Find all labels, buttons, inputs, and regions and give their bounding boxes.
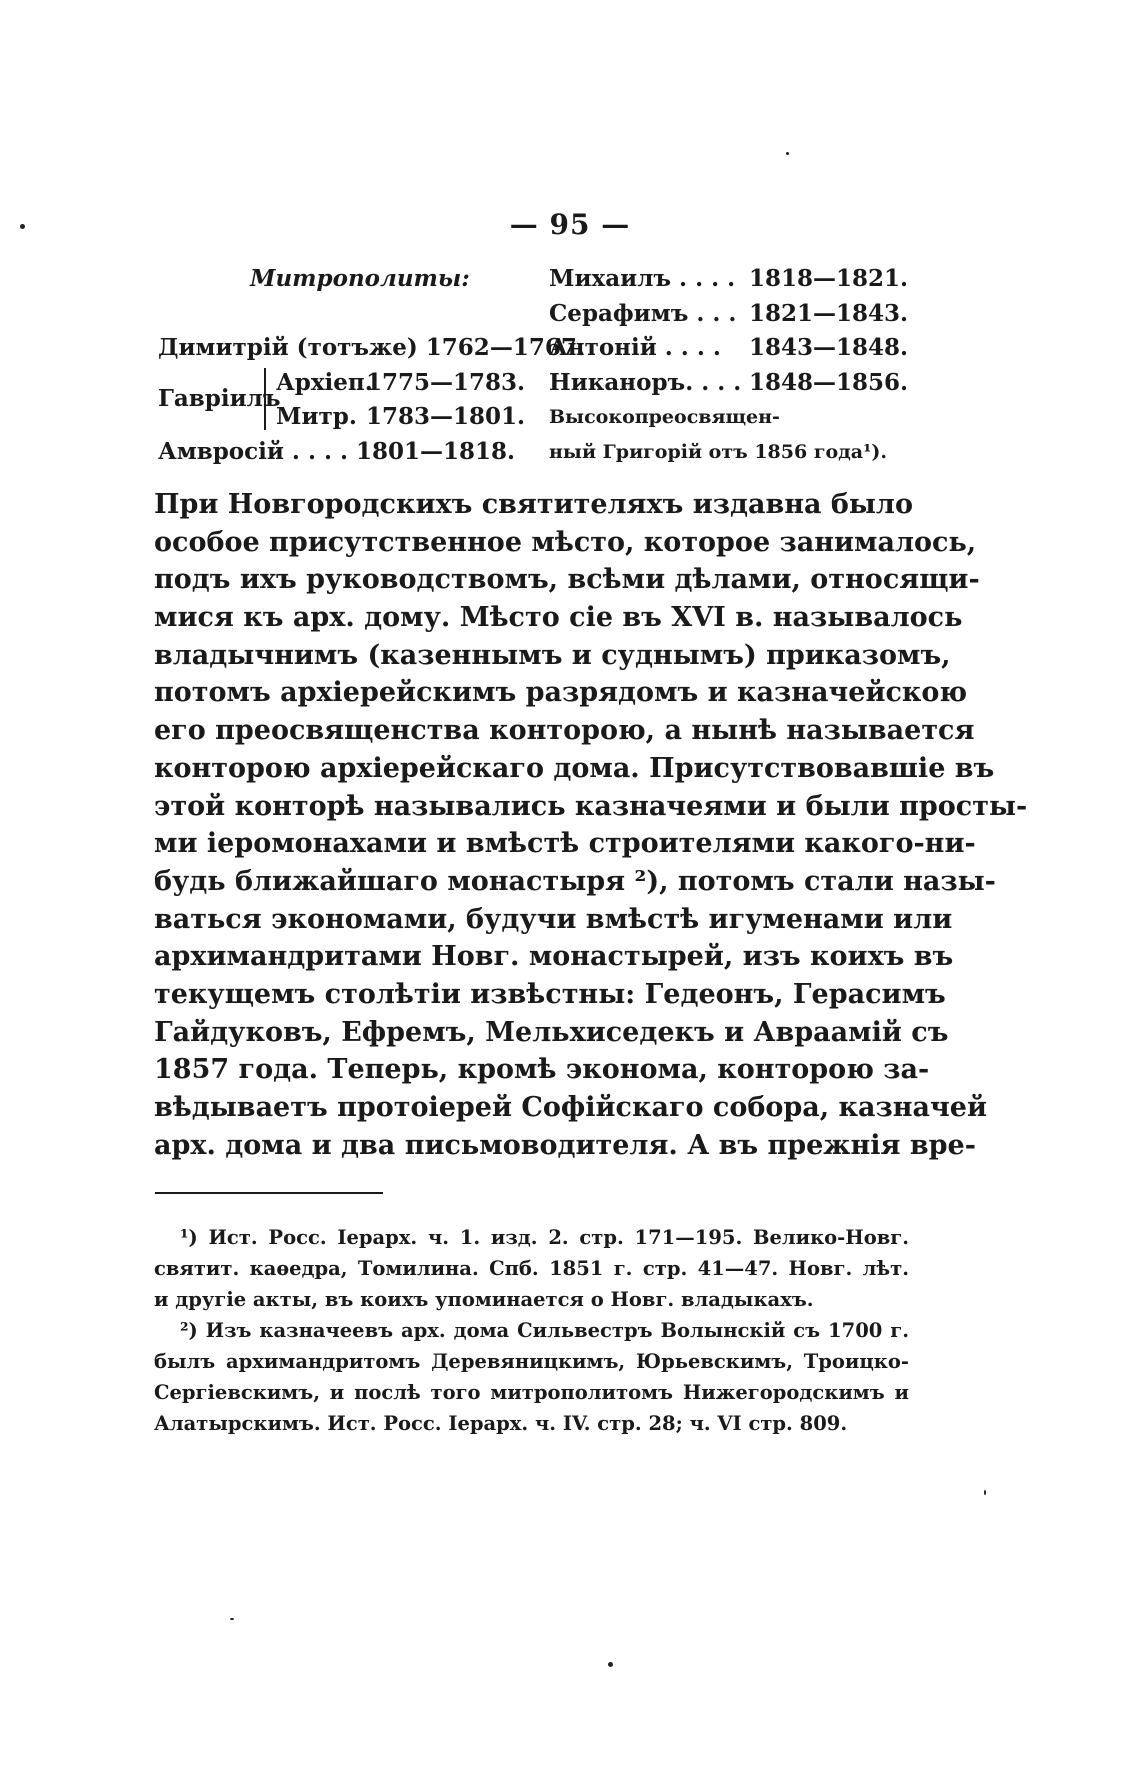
body-line: потомъ архіерейскимъ разрядомъ и казначейскою: [154, 677, 968, 709]
gavriil-term-title: Архіеп.: [276, 368, 373, 396]
hierarch-years: 1821—1843.: [749, 299, 909, 327]
body-line: этой конторѣ назывались казначеями и были просты-: [154, 790, 1028, 822]
body-line: вѣдываетъ протоіерей Софійскаго собора, казначей: [154, 1092, 987, 1123]
hierarch-row: [549, 262, 929, 297]
hierarch-name: Серафимъ . . .: [549, 299, 737, 327]
body-line: его преосвященства конторою, а нынѣ называется: [154, 715, 975, 747]
footnote-1: [154, 1222, 909, 1315]
page-number: — 95 —: [509, 208, 631, 241]
hierarchs-right-column: [549, 262, 929, 469]
footnotes: [154, 1222, 909, 1439]
hierarch-name: Высокопреосвящен-: [549, 406, 780, 428]
hierarch-row: [549, 297, 929, 332]
body-line: будь ближайшаго монастыря ²), потомъ стали назы-: [154, 865, 996, 897]
hierarch-years: 1848—1856.: [749, 368, 909, 396]
footnote-separator: [155, 1192, 383, 1194]
hierarch-row: [549, 400, 929, 435]
metropolitans-heading: Митрополиты:: [250, 265, 470, 292]
hierarch-row: [549, 331, 929, 366]
hierarch-row-empty: [158, 297, 543, 332]
body-line: владычнимъ (казеннымъ и суднымъ) приказомъ,: [154, 639, 951, 671]
body-line: Гайдуковъ, Ефремъ, Мельхиседекъ и Авраамій съ: [154, 1016, 949, 1048]
body-line: 1857 года. Теперь, кромѣ эконома, конторою за-: [154, 1054, 930, 1086]
scan-speck: [786, 152, 789, 155]
scan-speck: [230, 1618, 234, 1620]
scan-speck: [20, 224, 25, 229]
gavriil-name: Гавріилъ: [158, 384, 281, 412]
body-line: конторою архіерейскаго дома. Присутствовавшіе въ: [154, 752, 995, 784]
body-line: подъ ихъ руководствомъ, всѣми дѣлами, относящи-: [154, 564, 980, 596]
hierarch-row: [549, 366, 929, 401]
hierarch-amvrosiy: Амвросій . . . . 1801—1818.: [158, 437, 516, 465]
hierarch-name: Никаноръ. . . .: [549, 368, 742, 396]
scan-speck: [984, 1490, 986, 1495]
hierarch-years: 1843—1848.: [749, 334, 909, 361]
body-line: ми іеромонахами и вмѣстѣ строителями какого-ни-: [154, 828, 976, 860]
gavriil-term-years: 1775—1783.: [366, 368, 526, 396]
footnote-line: Алатырскимъ. Ист. Росс. Іерарх. ч. IV. стр. 28; ч. VI стр. 809.: [154, 1412, 848, 1435]
footnote-line: ¹) Ист. Росс. Іерарх. ч. 1. изд. 2. стр. 171—195. Велико-Новг.: [180, 1226, 909, 1249]
body-line: При Новгородскихъ святителяхъ издавна было: [154, 489, 913, 520]
gavriil-term-title: Митр.: [276, 403, 357, 430]
scan-speck: [608, 1662, 613, 1667]
body-line: мися къ арх. дому. Мѣсто сіе въ XVI в. называлось: [154, 602, 963, 634]
footnote-line: былъ архимандритомъ Деревяницкимъ, Юрьевскимъ, Троицко-: [154, 1350, 909, 1373]
gavriil-term-years: 1783—1801.: [366, 403, 526, 430]
gavriil-term: [276, 400, 525, 435]
hierarch-gavriil: [158, 366, 543, 435]
footnote-line: ²) Изъ казначеевъ арх. дома Сильвестръ Волынскій съ 1700 г.: [180, 1319, 909, 1342]
footnote-line: святит. каѳедра, Томилина. Спб. 1851 г. стр. 41—47. Новг. лѣт.: [154, 1257, 909, 1280]
hierarch-dimitriy: Димитрій (тотъже) 1762—1767.: [158, 334, 585, 361]
hierarch-row: [549, 435, 929, 470]
footnote-line: и другіе акты, въ коихъ упоминается о Новг. владыкахъ.: [154, 1288, 814, 1311]
hierarch-name: ный Григорій отъ 1856 года¹).: [549, 440, 888, 463]
hierarch-name: Антоній . . . .: [549, 334, 721, 361]
gavriil-terms: [276, 366, 525, 435]
body-line: особое присутственное мѣсто, которое занималось,: [154, 526, 977, 558]
hierarch-years: 1818—1821.: [749, 265, 909, 292]
footnote-line: Сергіевскимъ, и послѣ того митрополитомъ Нижегородскимъ и: [154, 1381, 909, 1404]
body-line: арх. дома и два письмоводителя. А въ прежнія вре-: [154, 1129, 976, 1161]
body-line: архимандритами Новг. монастырей, изъ коихъ въ: [154, 941, 954, 973]
hierarch-name: Михаилъ . . . .: [549, 265, 736, 292]
brace: [264, 368, 272, 430]
footnote-2: [154, 1315, 909, 1439]
main-paragraph: [154, 486, 1028, 1164]
body-line: текущемъ столѣтіи извѣстны: Гедеонъ, Герасимъ: [154, 978, 946, 1010]
body-line: ваться экономами, будучи вмѣстѣ игуменами или: [154, 903, 953, 935]
gavriil-term: [276, 366, 525, 401]
hierarchs-left-column: [158, 262, 585, 469]
